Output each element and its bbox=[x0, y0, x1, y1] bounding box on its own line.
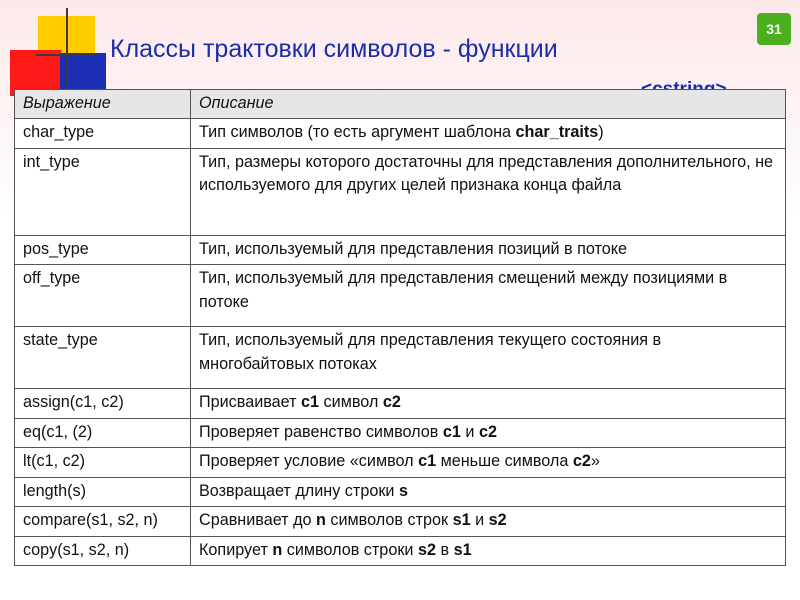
cell-expression: length(s) bbox=[15, 477, 191, 506]
cell-description bbox=[191, 265, 786, 327]
cell-description bbox=[191, 507, 786, 536]
cell-description bbox=[191, 448, 786, 477]
table-row bbox=[15, 448, 786, 477]
description-text: Присваивает bbox=[199, 393, 302, 412]
table-header-row bbox=[15, 90, 786, 119]
functions-table bbox=[14, 89, 786, 566]
description-code: s2 bbox=[417, 540, 436, 559]
cell-expression: assign(c1, c2) bbox=[15, 389, 191, 418]
description-text: в bbox=[435, 540, 454, 559]
description-code: c1 bbox=[442, 422, 461, 441]
cell-description bbox=[191, 389, 786, 418]
table-body bbox=[15, 119, 786, 566]
description-text: Проверяет условие «символ bbox=[199, 452, 419, 471]
description-text: » bbox=[590, 452, 600, 471]
description-code: c1 bbox=[418, 452, 437, 471]
cell-expression: off_type bbox=[15, 265, 191, 327]
cell-expression: compare(s1, s2, n) bbox=[15, 507, 191, 536]
table-row bbox=[15, 235, 786, 264]
description-code: c2 bbox=[478, 422, 497, 441]
table-row bbox=[15, 477, 786, 506]
description-code: s bbox=[398, 481, 408, 500]
description-code: s1 bbox=[452, 511, 471, 530]
cell-expression: eq(c1, (2) bbox=[15, 418, 191, 447]
cell-description bbox=[191, 477, 786, 506]
description-text: и bbox=[470, 511, 489, 530]
description-code: char_traits bbox=[515, 123, 599, 142]
description-text: и bbox=[460, 422, 479, 441]
description-text: Проверяет равенство символов bbox=[199, 422, 443, 441]
table-row bbox=[15, 148, 786, 235]
cell-description bbox=[191, 536, 786, 565]
cell-expression: pos_type bbox=[15, 235, 191, 264]
table-row bbox=[15, 119, 786, 148]
description-text: Копирует bbox=[199, 540, 273, 559]
description-code: c2 bbox=[572, 452, 591, 471]
table-row bbox=[15, 536, 786, 565]
description-text: Тип, размеры которого достаточны для представления дополнительного, не используемого для других целей признака конца файла bbox=[199, 152, 774, 195]
description-text: Тип символов (то есть аргумент шаблона bbox=[199, 123, 516, 142]
description-text: символов строки bbox=[282, 540, 418, 559]
description-text: Возвращает длину строки bbox=[199, 481, 399, 500]
description-code: n bbox=[272, 540, 283, 559]
description-code: s1 bbox=[453, 540, 472, 559]
header-expression: Выражение bbox=[15, 90, 191, 119]
cell-expression: state_type bbox=[15, 327, 191, 389]
table-row bbox=[15, 389, 786, 418]
description-code: n bbox=[316, 511, 326, 530]
cell-expression: lt(c1, c2) bbox=[15, 448, 191, 477]
description-code: s2 bbox=[488, 511, 507, 530]
description-code: c2 bbox=[382, 393, 401, 412]
description-text: ) bbox=[598, 123, 604, 142]
description-text: Тип, используемый для представления позиций в потоке bbox=[199, 239, 628, 258]
description-text: символов строк bbox=[325, 511, 453, 530]
table-row bbox=[15, 265, 786, 327]
slide-title: Классы трактовки символов - функции bbox=[110, 35, 558, 63]
logo-vertical-line bbox=[66, 8, 68, 94]
table-row bbox=[15, 418, 786, 447]
table-row bbox=[15, 327, 786, 389]
cell-description bbox=[191, 327, 786, 389]
table-row bbox=[15, 507, 786, 536]
description-text: Сравнивает до bbox=[199, 511, 317, 530]
logo-horizontal-line bbox=[36, 54, 98, 56]
description-text: Тип, используемый для представления смещений между позициями в потоке bbox=[199, 269, 728, 311]
description-text: меньше символа bbox=[436, 452, 573, 471]
cell-expression: copy(s1, s2, n) bbox=[15, 536, 191, 565]
cell-expression: char_type bbox=[15, 119, 191, 148]
cell-description bbox=[191, 235, 786, 264]
cell-description bbox=[191, 148, 786, 235]
header-description: Описание bbox=[191, 90, 786, 119]
cell-expression: int_type bbox=[15, 148, 191, 235]
description-code: c1 bbox=[301, 393, 320, 412]
description-text: символ bbox=[319, 393, 383, 412]
cell-description bbox=[191, 119, 786, 148]
cell-description bbox=[191, 418, 786, 447]
page-number-badge: 31 bbox=[757, 13, 791, 45]
description-text: Тип, используемый для представления текущего состояния в многобайтовых потоках bbox=[199, 331, 662, 373]
